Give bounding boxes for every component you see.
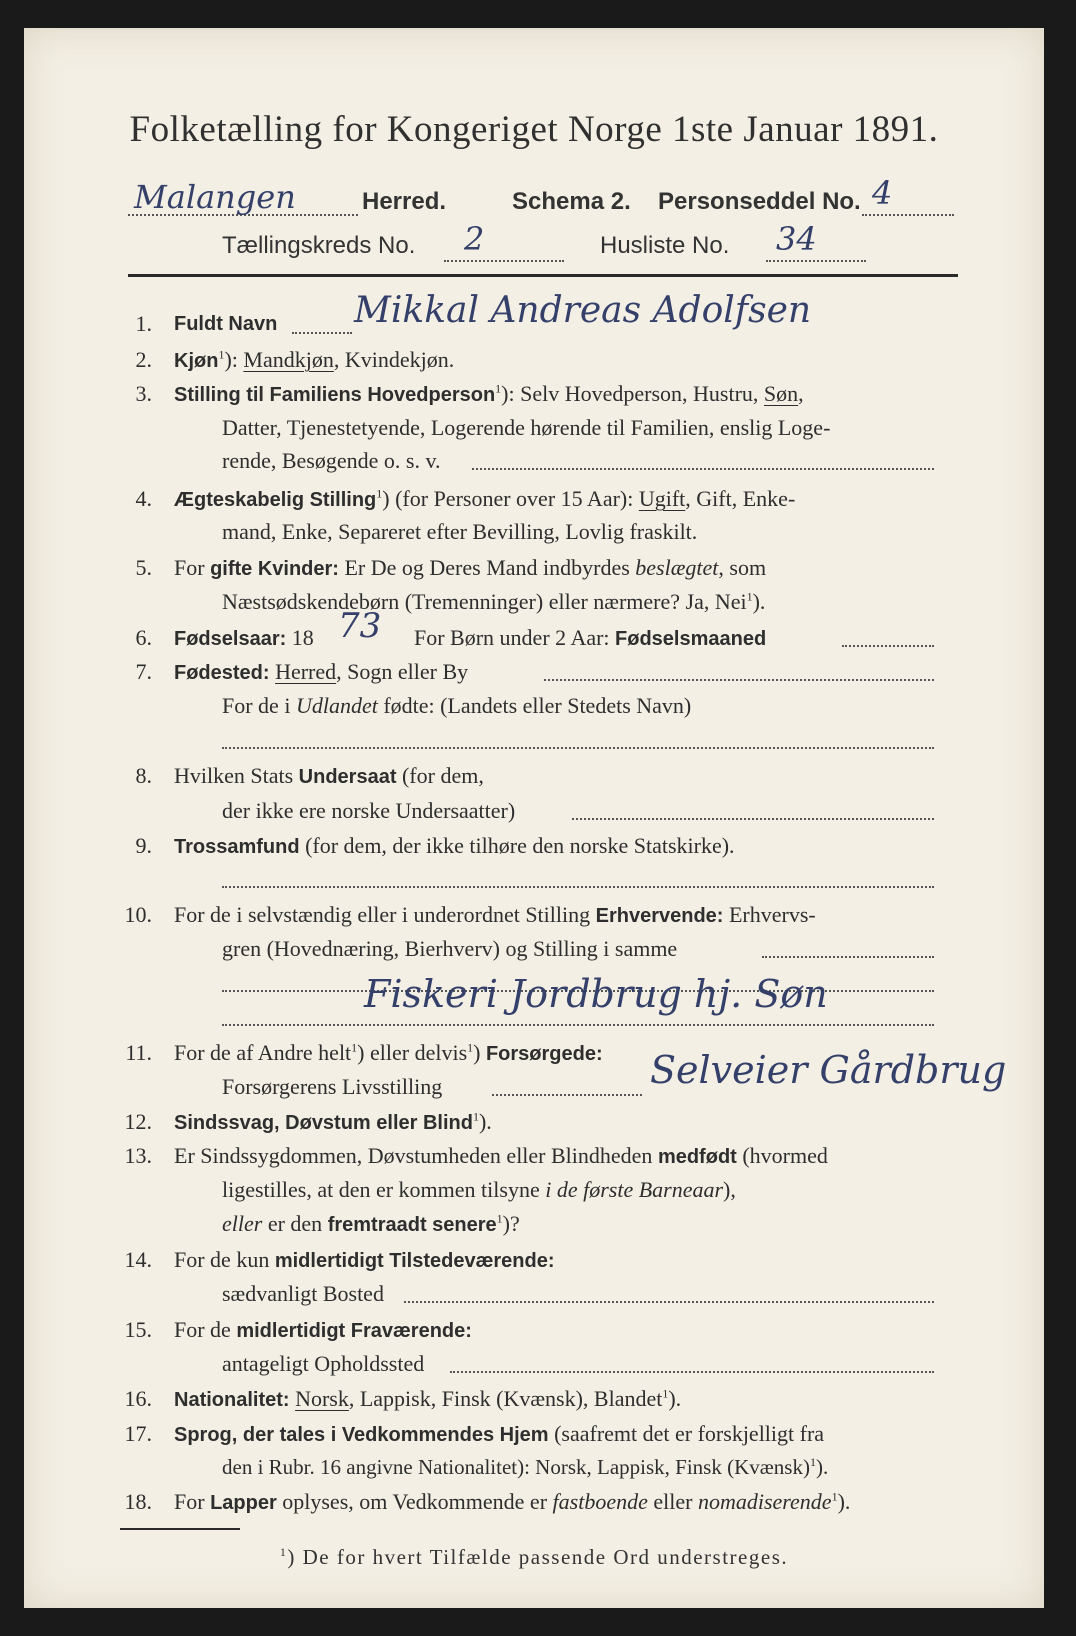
item-number: 16. (124, 1386, 152, 1411)
personseddel-value: 4 (872, 174, 893, 212)
item-married-women: For gifte Kvinder: Er De og Deres Mand indbyrdes beslægtet, som (174, 555, 767, 580)
item-citizenship-cont: der ikke ere norske Undersaatter) (222, 798, 516, 823)
item-number: 9. (135, 833, 152, 858)
item-number: 10. (124, 902, 152, 927)
item-occupation: For de i selvstændig eller i underordnet Stilling Erhvervende: Erhvervs- (174, 902, 816, 927)
fill-line (762, 956, 934, 958)
item-temporary-absent-cont: antageligt Opholdssted (222, 1351, 425, 1376)
kreds-label: Tællingskreds No. (222, 232, 416, 259)
item-congenital-cont: ligestilles, at den er kommen tilsyne i de første Barneaar), (222, 1177, 736, 1202)
item-number: 14. (124, 1247, 152, 1272)
item-sami: For Lapper oplyses, om Vedkommende er fastboende eller nomadiserende$^1$). (174, 1489, 851, 1514)
item-number: 12. (124, 1109, 152, 1134)
fill-line (222, 886, 934, 888)
personseddel-label: Personseddel No. (658, 188, 861, 215)
item-married-women-cont: Næstsødskendebørn (Tremenninger) eller nærmere? Ja, Nei$^1$). (222, 589, 766, 614)
item-temporary-present-cont: sædvanligt Bosted (222, 1281, 384, 1306)
item-household-position-cont: Datter, Tjenestetyende, Logerende hørende til Familien, enslig Loge- (222, 415, 831, 440)
schema-label: Schema 2. (512, 188, 631, 215)
item-nationality: Nationalitet: Norsk, Lappisk, Finsk (Kvænsk), Blandet$^1$). (174, 1386, 682, 1411)
item-number: 8. (135, 763, 152, 788)
item-number: 3. (135, 381, 152, 406)
husliste-fill-line (766, 260, 866, 262)
item-birthplace: Fødested: Herred, Sogn eller By (174, 659, 469, 684)
item-congenital-cont: eller er den fremtraadt senere$^1$)? (222, 1211, 520, 1236)
item-language-cont: den i Rubr. 16 angivne Nationalitet): Norsk, Lappisk, Finsk (Kvænsk)$^1$). (222, 1455, 829, 1479)
herred-label: Herred. (362, 188, 447, 215)
footnote: $^1$) De for hvert Tilfælde passende Ord understreges. (279, 1545, 789, 1569)
handwritten-occupation: Fiskeri Jordbrug hj. Søn (364, 972, 828, 1016)
fill-line (472, 468, 934, 470)
item-number: 1. (135, 311, 152, 336)
husliste-value: 34 (776, 220, 817, 258)
item-number: 15. (124, 1317, 152, 1342)
fill-line (572, 818, 934, 820)
kreds-value: 2 (464, 220, 485, 258)
item-number: 4. (135, 486, 152, 511)
item-birth-year: Fødselsaar: 18 (174, 625, 314, 650)
handwritten-name: Mikkal Andreas Adolfsen (354, 290, 812, 331)
fill-line (450, 1371, 934, 1373)
census-form-page (24, 28, 1044, 1608)
header-rule (128, 274, 958, 277)
item-sex: Kjøn$^1$): Mandkjøn, Kvindekjøn. (174, 347, 455, 372)
item-birthplace-abroad: For de i Udlandet fødte: (Landets eller Stedets Navn) (222, 693, 692, 718)
fill-line (492, 1094, 642, 1096)
item-temporary-present: For de kun midlertidigt Tilstedeværende: (174, 1247, 555, 1272)
item-number: 18. (124, 1489, 152, 1514)
item-birth-month: For Børn under 2 Aar: Fødselsmaaned (414, 625, 767, 650)
herred-value: Malangen (134, 178, 296, 216)
item-number: 17. (124, 1421, 152, 1446)
fill-line (842, 645, 934, 647)
item-temporary-absent: For de midlertidigt Fraværende: (174, 1317, 472, 1342)
form-title: Folketælling for Kongeriget Norge 1ste Januar 1891. (129, 109, 939, 150)
kreds-fill-line (444, 260, 564, 262)
fill-line (222, 1024, 934, 1026)
handwritten-provider-occupation: Selveier Gårdbrug (650, 1048, 1007, 1092)
item-language: Sprog, der tales i Vedkommendes Hjem (saafremt det er forskjelligt fra (174, 1421, 825, 1446)
item-dependents: For de af Andre helt$^1$) eller delvis$^1$) Forsørgede: (174, 1040, 603, 1065)
item-number: 13. (124, 1143, 152, 1168)
item-number: 6. (135, 625, 152, 650)
item-marital-status-cont: mand, Enke, Separeret efter Bevilling, Lovlig fraskilt. (222, 519, 698, 544)
footnote-rule (120, 1528, 240, 1530)
item-religion: Trossamfund (for dem, der ikke tilhøre den norske Statskirke). (174, 833, 735, 858)
fill-line (404, 1301, 934, 1303)
item-household-position: Stilling til Familiens Hovedperson$^1$): Selv Hovedperson, Hustru, Søn, (174, 381, 804, 406)
item-number: 2. (135, 347, 152, 372)
item-marital-status: Ægteskabelig Stilling$^1$) (for Personer over 15 Aar): Ugift, Gift, Enke- (174, 486, 796, 511)
fill-line (222, 747, 934, 749)
item-number: 5. (135, 555, 152, 580)
personseddel-fill-line (862, 214, 954, 216)
handwritten-birth-year: 73 (338, 606, 382, 646)
item-citizenship: Hvilken Stats Undersaat (for dem, (174, 763, 484, 788)
item-congenital: Er Sindssygdommen, Døvstumheden eller Blindheden medfødt (hvormed (174, 1143, 828, 1168)
item-household-position-cont: rende, Besøgende o. s. v. (222, 448, 441, 473)
item-number: 11. (125, 1040, 152, 1065)
husliste-label: Husliste No. (600, 232, 730, 259)
fill-line (292, 332, 352, 334)
item-occupation-cont: gren (Hovednæring, Bierhverv) og Stilling i samme (222, 936, 678, 961)
item-dependents-cont: Forsørgerens Livsstilling (222, 1074, 443, 1099)
fill-line (544, 679, 934, 681)
item-number: 7. (135, 659, 152, 684)
item-disability: Sindssvag, Døvstum eller Blind$^1$). (174, 1109, 492, 1134)
item-label-name: Fuldt Navn (174, 313, 278, 335)
